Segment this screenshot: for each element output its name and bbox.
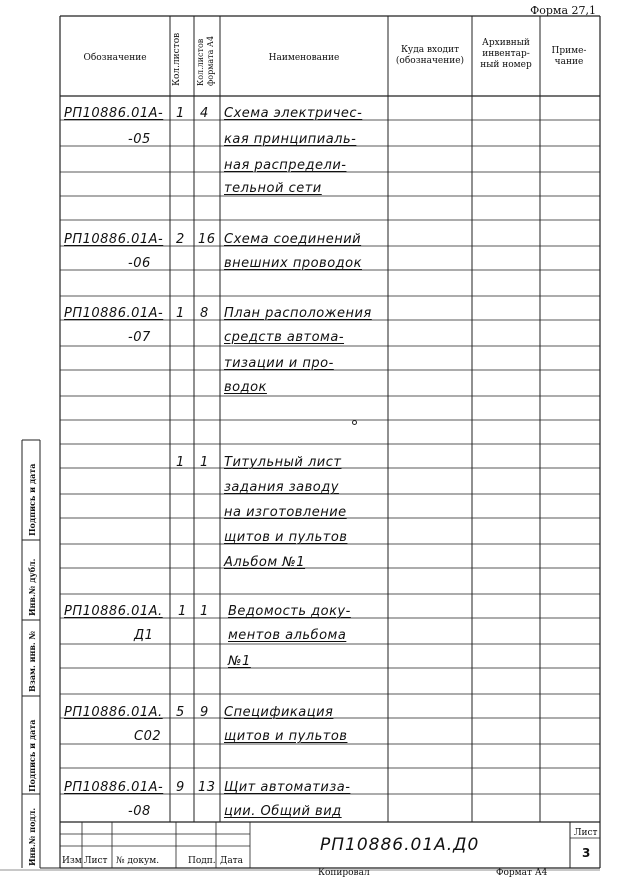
header-a4-format: Кол.листов формата А4	[196, 35, 215, 86]
row4-sheets: 1	[176, 455, 185, 470]
row3-designation-2: -07	[128, 330, 151, 345]
stamp-sign: Подп.	[188, 856, 216, 866]
stray-mark	[352, 420, 357, 425]
row5-designation-1: РП10886.01А.	[64, 604, 163, 619]
row3-name-2: средств автома-	[224, 330, 345, 345]
side-orig-inv: Инв.№ подл.	[27, 807, 37, 866]
side-sign-date-bottom: Подпись и дата	[27, 719, 37, 792]
row1-designation-2: -05	[128, 132, 151, 147]
row1-name-2: кая принципиаль-	[224, 132, 357, 147]
row2-sheets: 2	[176, 232, 185, 247]
stamp-date: Дата	[220, 856, 244, 866]
footer-format: Формат А4	[496, 868, 548, 878]
stamp-sheet-number: 3	[582, 846, 591, 860]
header-designation: Обозначение	[83, 53, 147, 63]
row5-name-2: ментов альбома	[228, 628, 347, 643]
row3-designation-1: РП10886.01А-	[64, 306, 164, 321]
stamp-list: Лист	[84, 856, 108, 866]
row7-name-2: ции. Общий вид	[224, 804, 342, 819]
row7-name-1: Щит автоматиза-	[224, 780, 351, 795]
row4-name-5: Альбом №1	[224, 555, 306, 570]
header-destination: Куда входит (обозначение)	[395, 45, 465, 66]
row6-designation-2: С02	[134, 729, 162, 744]
header-archive: Архивный инвентар-ный номер	[480, 38, 532, 70]
stamp-sheet-label: Лист	[574, 828, 598, 838]
row1-name-1: Схема электричес-	[224, 106, 363, 121]
row3-a4: 8	[200, 306, 209, 321]
row2-name-1: Схема соединений	[224, 232, 362, 247]
row6-name-2: щитов и пультов	[224, 729, 348, 744]
header-sheets: Кол.листов	[172, 32, 182, 86]
row1-a4: 4	[200, 106, 209, 121]
stamp-izm: Изм	[62, 856, 82, 866]
row1-designation-1: РП10886.01А-	[64, 106, 164, 121]
row1-name-4: тельной сети	[224, 181, 322, 196]
row3-name-3: тизации и про-	[224, 356, 334, 371]
row4-name-2: задания заводу	[224, 480, 339, 495]
row7-sheets: 9	[176, 780, 185, 795]
row4-a4: 1	[200, 455, 209, 470]
row2-name-2: внешних проводок	[224, 256, 362, 271]
row2-a4: 16	[198, 232, 216, 247]
row5-name-1: Ведомость доку-	[228, 604, 351, 619]
row5-sheets: 1	[178, 604, 187, 619]
row6-name-1: Спецификация	[224, 705, 334, 720]
side-replace-inv: Взам. инв. №	[27, 630, 37, 692]
row2-designation-2: -06	[128, 256, 151, 271]
row4-name-1: Титульный лист	[224, 455, 342, 470]
row3-name-1: План расположения	[224, 306, 372, 321]
row5-designation-2: Д1	[134, 628, 154, 643]
row6-a4: 9	[200, 705, 209, 720]
footer-copied: Копировал	[318, 868, 370, 878]
row1-name-3: ная распредели-	[224, 158, 347, 173]
form-label: Форма 27,1	[530, 4, 596, 17]
row7-a4: 13	[198, 780, 216, 795]
stamp-doc-no: № докум.	[116, 856, 160, 866]
row7-designation-1: РП10886.01А-	[64, 780, 164, 795]
row6-sheets: 5	[176, 705, 185, 720]
row4-name-3: на изготовление	[224, 505, 347, 520]
side-sign-date-top: Подпись и дата	[27, 463, 37, 536]
header-name: Наименование	[268, 53, 340, 63]
header-note: Приме-чание	[551, 46, 587, 67]
row6-designation-1: РП10886.01А.	[64, 705, 163, 720]
side-dup-inv: Инв.№ дубл.	[27, 558, 37, 616]
row7-designation-2: -08	[128, 804, 151, 819]
row1-sheets: 1	[176, 106, 185, 121]
row2-designation-1: РП10886.01А-	[64, 232, 164, 247]
row5-name-3: №1	[228, 654, 251, 669]
row4-name-4: щитов и пультов	[224, 530, 348, 545]
row3-name-4: водок	[224, 380, 267, 395]
document-number: РП10886.01А.Д0	[320, 835, 480, 855]
row5-a4: 1	[200, 604, 209, 619]
row3-sheets: 1	[176, 306, 185, 321]
